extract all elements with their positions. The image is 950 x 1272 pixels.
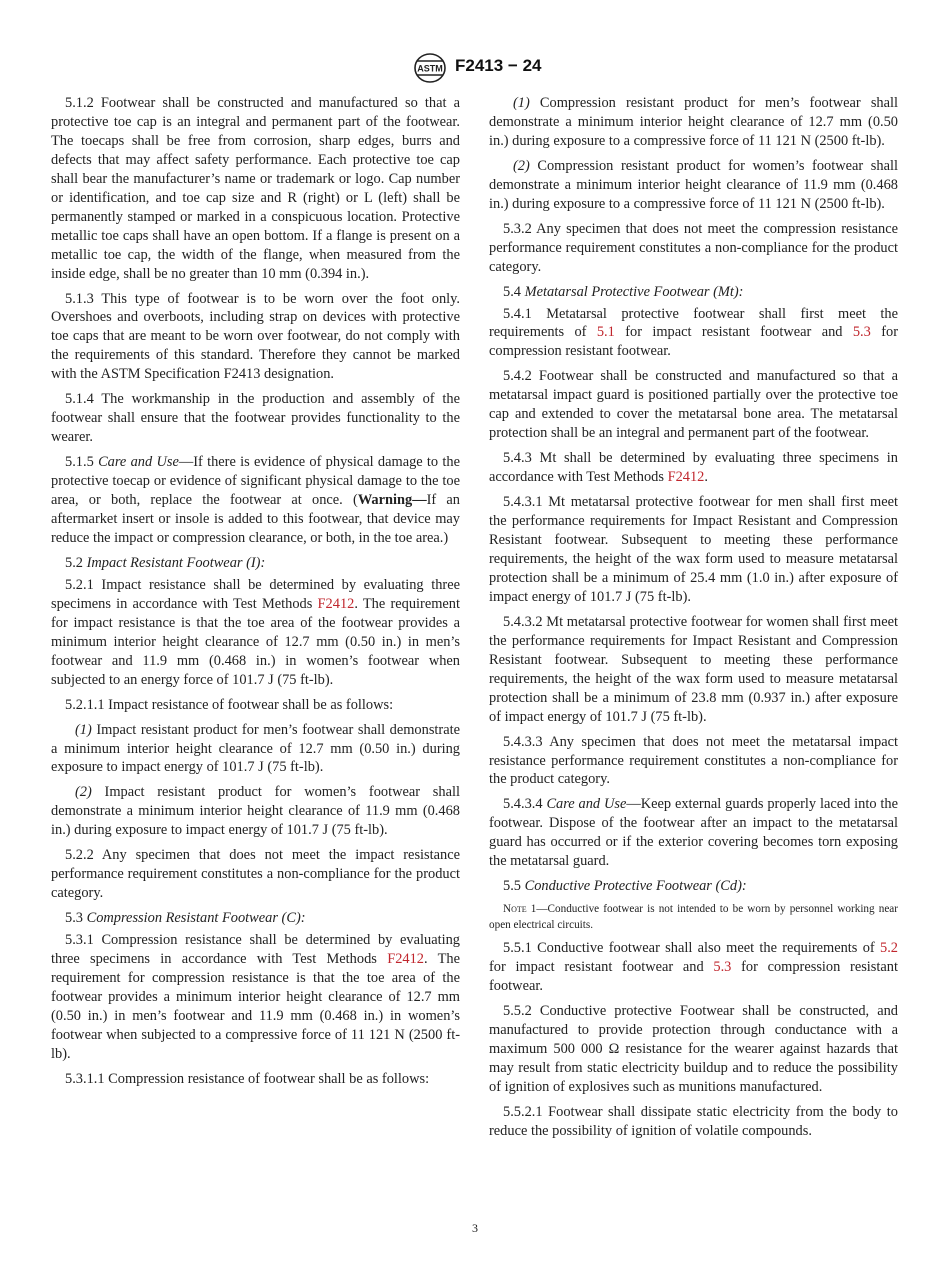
section-5-4-heading: 5.4 Metatarsal Protective Footwear (Mt): [503,283,744,300]
f2412-link[interactable]: F2412 [667,469,705,486]
section-5-5-2-1: 5.5.2.1 Footwear shall dissipate static electricity from the body to reduce the possibility of ignition of volatile compounds. [489,1103,898,1139]
section-5-2-2: 5.2.2 Any specimen that does not meet the impact resistance performance requirement constitutes a non-compliance for the product category. [51,847,460,902]
section-5-3-1-1: 5.3.1.1 Compression resistance of footwear shall be as follows: [65,1070,430,1087]
section-5-5-1: 5.5.1 Conductive footwear shall also meet the requirements of 5.2 for impact resistant footwear and 5.3 for compression resistant footwear. [489,940,898,995]
f2412-link[interactable]: F2412 [387,951,424,968]
note-label: Note 1 [503,903,537,916]
section-5-5-heading: 5.5 Conductive Protective Footwear (Cd): [503,878,747,895]
section-5-3-link[interactable]: 5.3 [852,324,871,341]
section-5-5-2: 5.5.2 Conductive protective Footwear shall be constructed, and manufactured to provide protection through conductance with a maximum 500 000 Ω resistance for the wearer against hazards that may result from static electricity buildup and to reduce the possibility of ignition of explosives such as munitions manufactured. [489,1003,898,1095]
svg-text:ASTM: ASTM [417,63,443,74]
page-header [0,50,950,86]
section-5-1-link[interactable]: 5.1 [596,324,615,341]
section-5-2-1-1-item-2: (2) Impact resistant product for women’s footwear shall demonstrate a minimum interior height clearance of 11.9 mm (0.468 in.) during exposure to impact energy of 101.7 J (75 ft-lb). [51,784,460,839]
section-5-3-1-1-item-1: (1) Compression resistant product for men’s footwear shall demonstrate a minimum interior height clearance of 12.7 mm (0.50 in.) during exposure to a compressive force of 11 121 N (2500 ft-lb). [489,95,898,149]
section-5-2-heading: 5.2 Impact Resistant Footwear (I): [65,554,266,571]
section-5-3-2: 5.3.2 Any specimen that does not meet the compression resistance performance requirement constitutes a non-compliance for the product category. [489,220,898,275]
section-5-3-heading: 5.3 Compression Resistant Footwear (C): [65,910,306,927]
section-5-4-3-1: 5.4.3.1 Mt metatarsal protective footwear for men shall first meet the performance requirements for Impact Resistant and Compression Resistant footwear. Subsequent to meeting these performance requirements, the height of the wax form used to measure metatarsal protection shall be a minimum of 25.4 mm (1.0 in.) after exposure of impact energy of 101.7 J (75 ft-lb). [489,494,898,605]
section-5-2-link[interactable]: 5.2 [880,940,898,957]
left-column [51,94,460,1095]
section-5-4-1: 5.4.1 Metatarsal protective footwear shall first meet the requirements of 5.1 for impact resistant footwear and 5.3 for compression resistant footwear. [489,305,898,360]
f2412-link[interactable]: F2412 [317,595,355,612]
note-1: Note 1—Conductive footwear is not intended to be worn by personnel working near open electrical circuits. [489,903,898,931]
right-column [489,94,898,1147]
care-and-use-title: Care and Use [98,454,179,471]
section-5-3-link[interactable]: 5.3 [713,959,732,976]
section-5-2-1-1-item-1: (1) Impact resistant product for men’s footwear shall demonstrate a minimum interior height clearance of 12.7 mm (0.50 in.) during exposure to impact energy of 101.7 J (75 ft-lb). [51,721,460,776]
standard-designation: F2413 − 24 [455,56,542,75]
section-5-2-1: 5.2.1 Impact resistance shall be determined by evaluating three specimens in accordance with Test Methods F2412. The requirement for impact resistance is that the toe area of the footwear provides a minimum interior height clearance of 12.7 mm (0.50 in.) in men’s footwear and 11.9 mm (0.468 in.) in women’s footwear when subjected to an energy force of 101.7 J (75 ft-lb). [51,576,460,688]
page-number: 3 [472,1221,478,1235]
section-5-3-1-1-item-2: (2) Compression resistant product for women’s footwear shall demonstrate a minimum interior height clearance of 11.9 mm (0.468 in.) during exposure to a compressive force of 11 121 N (2500 ft-lb). [489,157,898,212]
section-5-3-1: 5.3.1 Compression resistance shall be determined by evaluating three specimens in accordance with Test Methods F2412. The requirement for compression resistance is that the toe area of the footwear provides a minimum interior height clearance of 12.7 mm (0.50 in.) in men’s footwear and 11.9 mm (0.468 in.) in women’s footwear when subjected to a compressive force of 11 121 N (2500 ft-lb). [51,932,460,1062]
section-5-4-3-2: 5.4.3.2 Mt metatarsal protective footwear for women shall first meet the performance requirements for Impact Resistant and Compression Resistant footwear. Subsequent to meeting these performance requirements, the height of the wax form used to measure metatarsal protection shall be a minimum of 23.8 mm (0.937 in.) after exposure of impact energy of 101.7 J (75 ft-lb). [489,613,898,725]
warning-label: Warning— [357,492,427,509]
astm-logo-icon [409,52,451,84]
section-5-1-3: 5.1.3 This type of footwear is to be worn over the foot only. Overshoes and overboots, including strap on devices with protective toe caps that are meant to be worn over footwear, do not comply with the requirements of this standard. Therefore they cannot be marked with the ASTM Specification F2413 designation. [51,290,460,383]
section-5-4-3-3: 5.4.3.3 Any specimen that does not meet the metatarsal impact resistance performance requirement constitutes a non-compliance for the product category. [489,733,898,788]
section-5-4-3-4: 5.4.3.4 Care and Use—Keep external guards properly laced into the footwear. Dispose of the footwear after an impact to the metatarsal guard has occurred or if the exterior covering becomes torn exposing the metatarsal guard. [489,796,898,870]
section-5-2-1-1: 5.2.1.1 Impact resistance of footwear shall be as follows: [65,696,394,713]
section-5-4-2: 5.4.2 Footwear shall be constructed and manufactured so that a metatarsal impact guard is positioned partially over the protective toe cap and extended to cover the metatarsal bone area. The metatarsal protection shall be an integral and permanent part of the footwear. [489,368,898,442]
section-5-1-2: 5.1.2 Footwear shall be constructed and manufactured so that a protective toe cap is an integral and permanent part of the footwear. The toecaps shall be free from corrosion, sharp edges, burrs and defects that may affect safety performance. Each protective toe cap shall bear the manufacturer’s name or trademark or logo. Cap number or identification, and toe cap size and R (right) or L (left) shall be permanently stamped or marked in a conspicuous location. Protective metallic toe caps shall have an open bottom. If a flange is present on a metallic toe cap, the width of the flange, when measured from the inside edge, shall be no greater than 10 mm (0.394 in.). [51,95,460,282]
section-5-1-4: 5.1.4 The workmanship in the production and assembly of the footwear shall ensure that the footwear provides functionality to the wearer. [51,391,460,446]
section-5-4-3: 5.4.3 Mt shall be determined by evaluating three specimens in accordance with Test Methods F2412. [489,450,898,486]
section-5-1-5: 5.1.5 Care and Use—If there is evidence of physical damage to the protective toecap or evidence of significant physical damage to the toe area, or both, replace the footwear at once. (Warning—If an aftermarket insert or insole is added to this footwear, that device may reduce the impact or compression clearance, or both, in the toe area.) [51,454,460,546]
